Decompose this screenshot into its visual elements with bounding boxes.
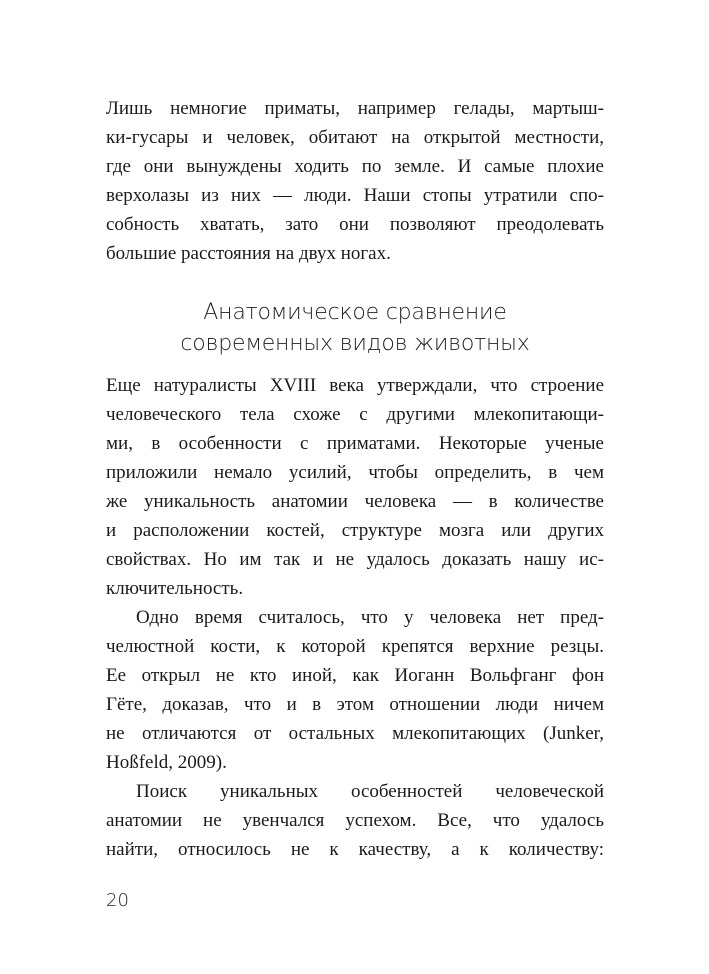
page-number: 20: [106, 890, 129, 911]
text-line: и расположении костей, структуре мозга или других: [106, 520, 604, 541]
text-line: Ее открыл не кто иной, как Иоганн Вольфганг фон: [106, 665, 604, 686]
text-line: найти, относилось не к качеству, а к количеству:: [106, 839, 604, 860]
text-line: где они вынуждены ходить по земле. И самые плохие: [106, 156, 604, 177]
paragraph-naturalists: [106, 371, 604, 603]
paragraph-goethe: [106, 603, 604, 777]
text-line: Поиск уникальных особенностей человеческой: [136, 781, 604, 802]
text-line: Гёте, доказав, что и в этом отношении люди ничем: [106, 694, 604, 715]
section-heading-line: современных видов животных: [180, 331, 530, 356]
text-line: челюстной кости, к которой крепятся верхние резцы.: [106, 636, 604, 657]
text-line: ки-гусары и человек, обитают на открытой местности,: [106, 127, 604, 148]
text-line: человеческого тела схоже с другими млекопитающи-: [106, 404, 604, 425]
text-line: Лишь немногие приматы, например гелады, мартыш-: [106, 98, 604, 119]
text-line: приложили немало усилий, чтобы определить, в чем: [106, 462, 604, 483]
text-line: Одно время считалось, что у человека нет пред-: [136, 607, 604, 628]
text-line: собность хватать, зато они позволяют преодолевать: [106, 214, 604, 235]
section-heading-line: Анатомическое сравнение: [203, 300, 507, 325]
text-line: верхолазы из них — люди. Наши стопы утратили спо-: [106, 185, 604, 206]
text-line: Hoßfeld, 2009).: [106, 752, 227, 773]
paragraph-search: [106, 777, 604, 864]
text-line: анатомии не увенчался успехом. Все, что удалось: [106, 810, 604, 831]
text-line: ключительность.: [106, 578, 244, 599]
paragraph-primates: [106, 94, 604, 268]
text-line: большие расстояния на двух ногах.: [106, 243, 391, 264]
section-heading: [106, 297, 604, 359]
text-line: свойствах. Но им так и не удалось доказать нашу ис-: [106, 549, 604, 570]
text-line: же уникальность анатомии человека — в количестве: [106, 491, 604, 512]
text-line: Еще натуралисты XVIII века утверждали, что строение: [106, 375, 604, 396]
section-body: [106, 371, 604, 864]
text-line: ми, в особенности с приматами. Некоторые ученые: [106, 433, 604, 454]
text-line: не отличаются от остальных млекопитающих (Junker,: [106, 723, 604, 744]
